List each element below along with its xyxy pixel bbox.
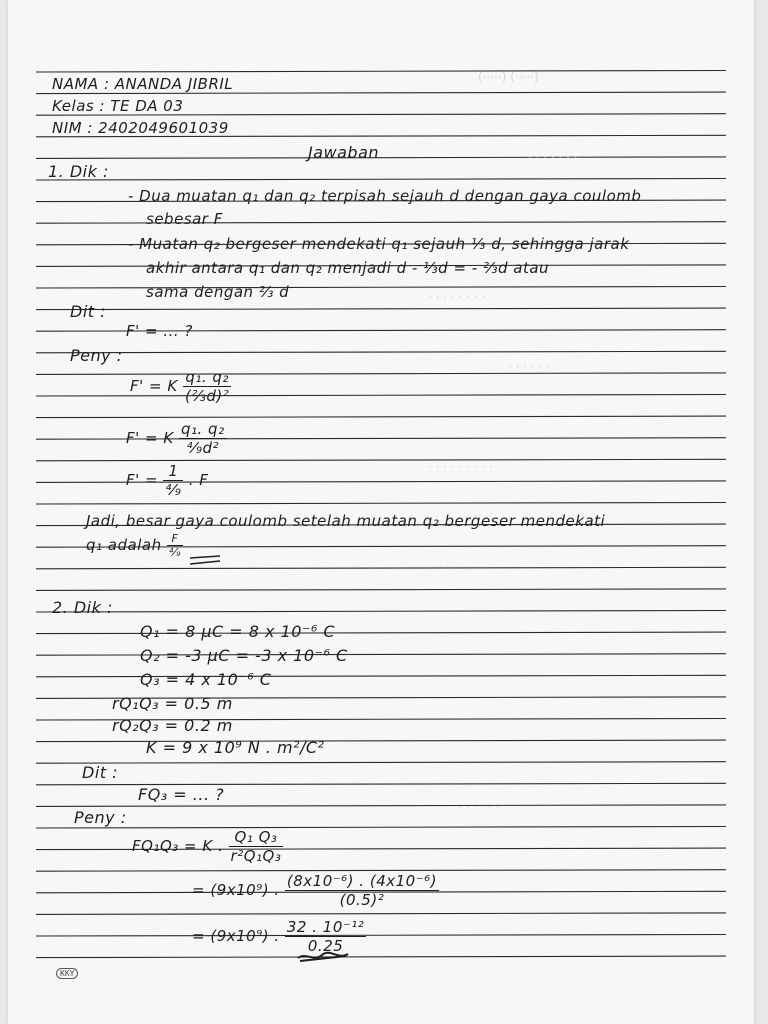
q1-asked-value: F' = ... ? (126, 322, 193, 340)
q2-step-2: = (9x10⁹) . $\frac{\text{32 . 10⁻¹²}}{0.25}$ (192, 918, 365, 955)
show-through-text: · · · · · · · (528, 150, 578, 164)
q1-conclusion-answer: q₁ adalah $\frac{F}{\text{⁴⁄₉}}$ (86, 532, 182, 559)
show-through-text: (·····) (·····) (478, 70, 539, 84)
fraction-denominator: ⁴⁄₉d² (186, 439, 220, 457)
fraction-denominator: (0.5)² (339, 891, 385, 909)
ruled-line (36, 416, 726, 418)
ruled-line (36, 589, 726, 591)
q2-distance-23: rQ₂Q₃ = 0.2 m (112, 716, 233, 735)
q1-equation-1: F' = K $\frac{\text{q₁. q₂}}{\text{(⅔d)²}}$ (130, 368, 230, 405)
fraction-denominator: r²Q₁Q₃ (230, 847, 282, 865)
ruled-line (36, 611, 726, 613)
show-through-text: · · · · · · · · (428, 290, 486, 304)
fraction-denominator: 0.25 (307, 937, 344, 955)
ruled-line (36, 956, 726, 958)
q2-asked-value: FQ₃ = ... ? (138, 785, 225, 804)
ruled-line (36, 567, 726, 569)
ruled-line (36, 157, 726, 159)
q1-given-label: 1. Dik : (48, 162, 109, 181)
fraction-numerator: q₁. q₂ (180, 420, 225, 438)
ruled-line (36, 913, 726, 915)
q2-solution-label: Peny : (74, 808, 127, 827)
q2-constant-k: K = 9 x 10⁹ N . m²/C² (146, 738, 325, 757)
ruled-line (36, 762, 726, 764)
q2-asked-label: Dit : (82, 763, 119, 782)
fraction-numerator: 32 . 10⁻¹² (286, 918, 365, 936)
q2-charge-2: Q₂ = -3 μC = -3 x 10⁻⁶ C (140, 646, 348, 665)
q1-given-line: akhir antara q₁ dan q₂ menjadi d - ⅓d = - ⅔d atau (146, 259, 550, 277)
q1-solution-label: Peny : (70, 346, 123, 365)
ruled-line (36, 351, 726, 353)
student-class: Kelas : TE DA 03 (52, 97, 184, 115)
ruled-line (36, 870, 726, 872)
q2-formula: FQ₁Q₃ = K . $\frac{\text{Q₁ Q₃}}{\text{r²Q₁Q₃}}$ (132, 828, 282, 865)
ruled-line (36, 935, 726, 937)
q1-given-line: - Muatan q₂ bergeser mendekati q₁ sejauh ⅓ d, sehingga jarak (128, 235, 630, 253)
q1-given-line: sama dengan ⅔ d (146, 283, 290, 301)
q1-conclusion: Jadi, besar gaya coulomb setelah muatan q₂ bergeser mendekati (86, 512, 606, 530)
show-through-text: · · · · · · (458, 800, 500, 814)
show-through-text: · · · · · · (508, 360, 550, 374)
fraction-numerator: (8x10⁻⁶) . (4x10⁻⁶) (286, 872, 437, 890)
q2-charge-1: Q₁ = 8 μC = 8 x 10⁻⁶ C (140, 622, 336, 641)
fraction-numerator: Q₁ Q₃ (229, 828, 284, 847)
fraction-numerator: 1 (163, 462, 183, 481)
ruled-line (36, 222, 726, 224)
fraction-numerator: q₁. q₂ (183, 368, 231, 387)
student-name: NAMA : ANANDA JIBRIL (52, 75, 234, 93)
show-through-text: · · · · · · · · · (428, 460, 493, 474)
q2-step-1: = (9x10⁹) . $\frac{\text{(8x10⁻⁶) . (4x10⁻⁶)}}{\text{(0.5)²}}$ (192, 872, 437, 909)
q2-given-label: 2. Dik : (52, 598, 113, 617)
ruled-line (36, 287, 726, 289)
ruled-line (36, 179, 726, 181)
ruled-line (36, 308, 726, 310)
double-underline-mark (188, 554, 224, 568)
fraction-denominator: (⅔d)² (184, 387, 230, 405)
footer-tag: KKY (56, 968, 78, 979)
show-through-text: · · · · · · · (438, 560, 488, 574)
ruled-line (36, 503, 726, 505)
q2-distance-13: rQ₁Q₃ = 0.5 m (112, 694, 233, 713)
q2-charge-3: Q₃ = 4 x 10⁻⁶ C (140, 670, 272, 689)
q1-equation-3: F' = $\frac{1}{\text{⁴⁄₉}}$ . F (126, 462, 209, 499)
ruled-line (36, 740, 726, 742)
q1-asked-label: Dit : (70, 302, 107, 321)
notebook-page (8, 0, 754, 1024)
student-id: NIM : 2402049601039 (52, 119, 229, 137)
page-title: Jawaban (308, 143, 380, 162)
ruled-line (36, 805, 726, 807)
fraction-denominator: ⁴⁄₉ (165, 481, 182, 499)
q1-equation-2: F' = K $\frac{\text{q₁. q₂}}{\text{⁴⁄₉d²}}$ (126, 420, 225, 457)
q1-given-line: sebesar F (146, 210, 223, 228)
scribble-mark (296, 950, 352, 964)
ruled-line (36, 71, 726, 73)
ruled-line (36, 459, 726, 461)
q1-given-line: - Dua muatan q₁ dan q₂ terpisah sejauh d dengan gaya coulomb (128, 187, 642, 205)
